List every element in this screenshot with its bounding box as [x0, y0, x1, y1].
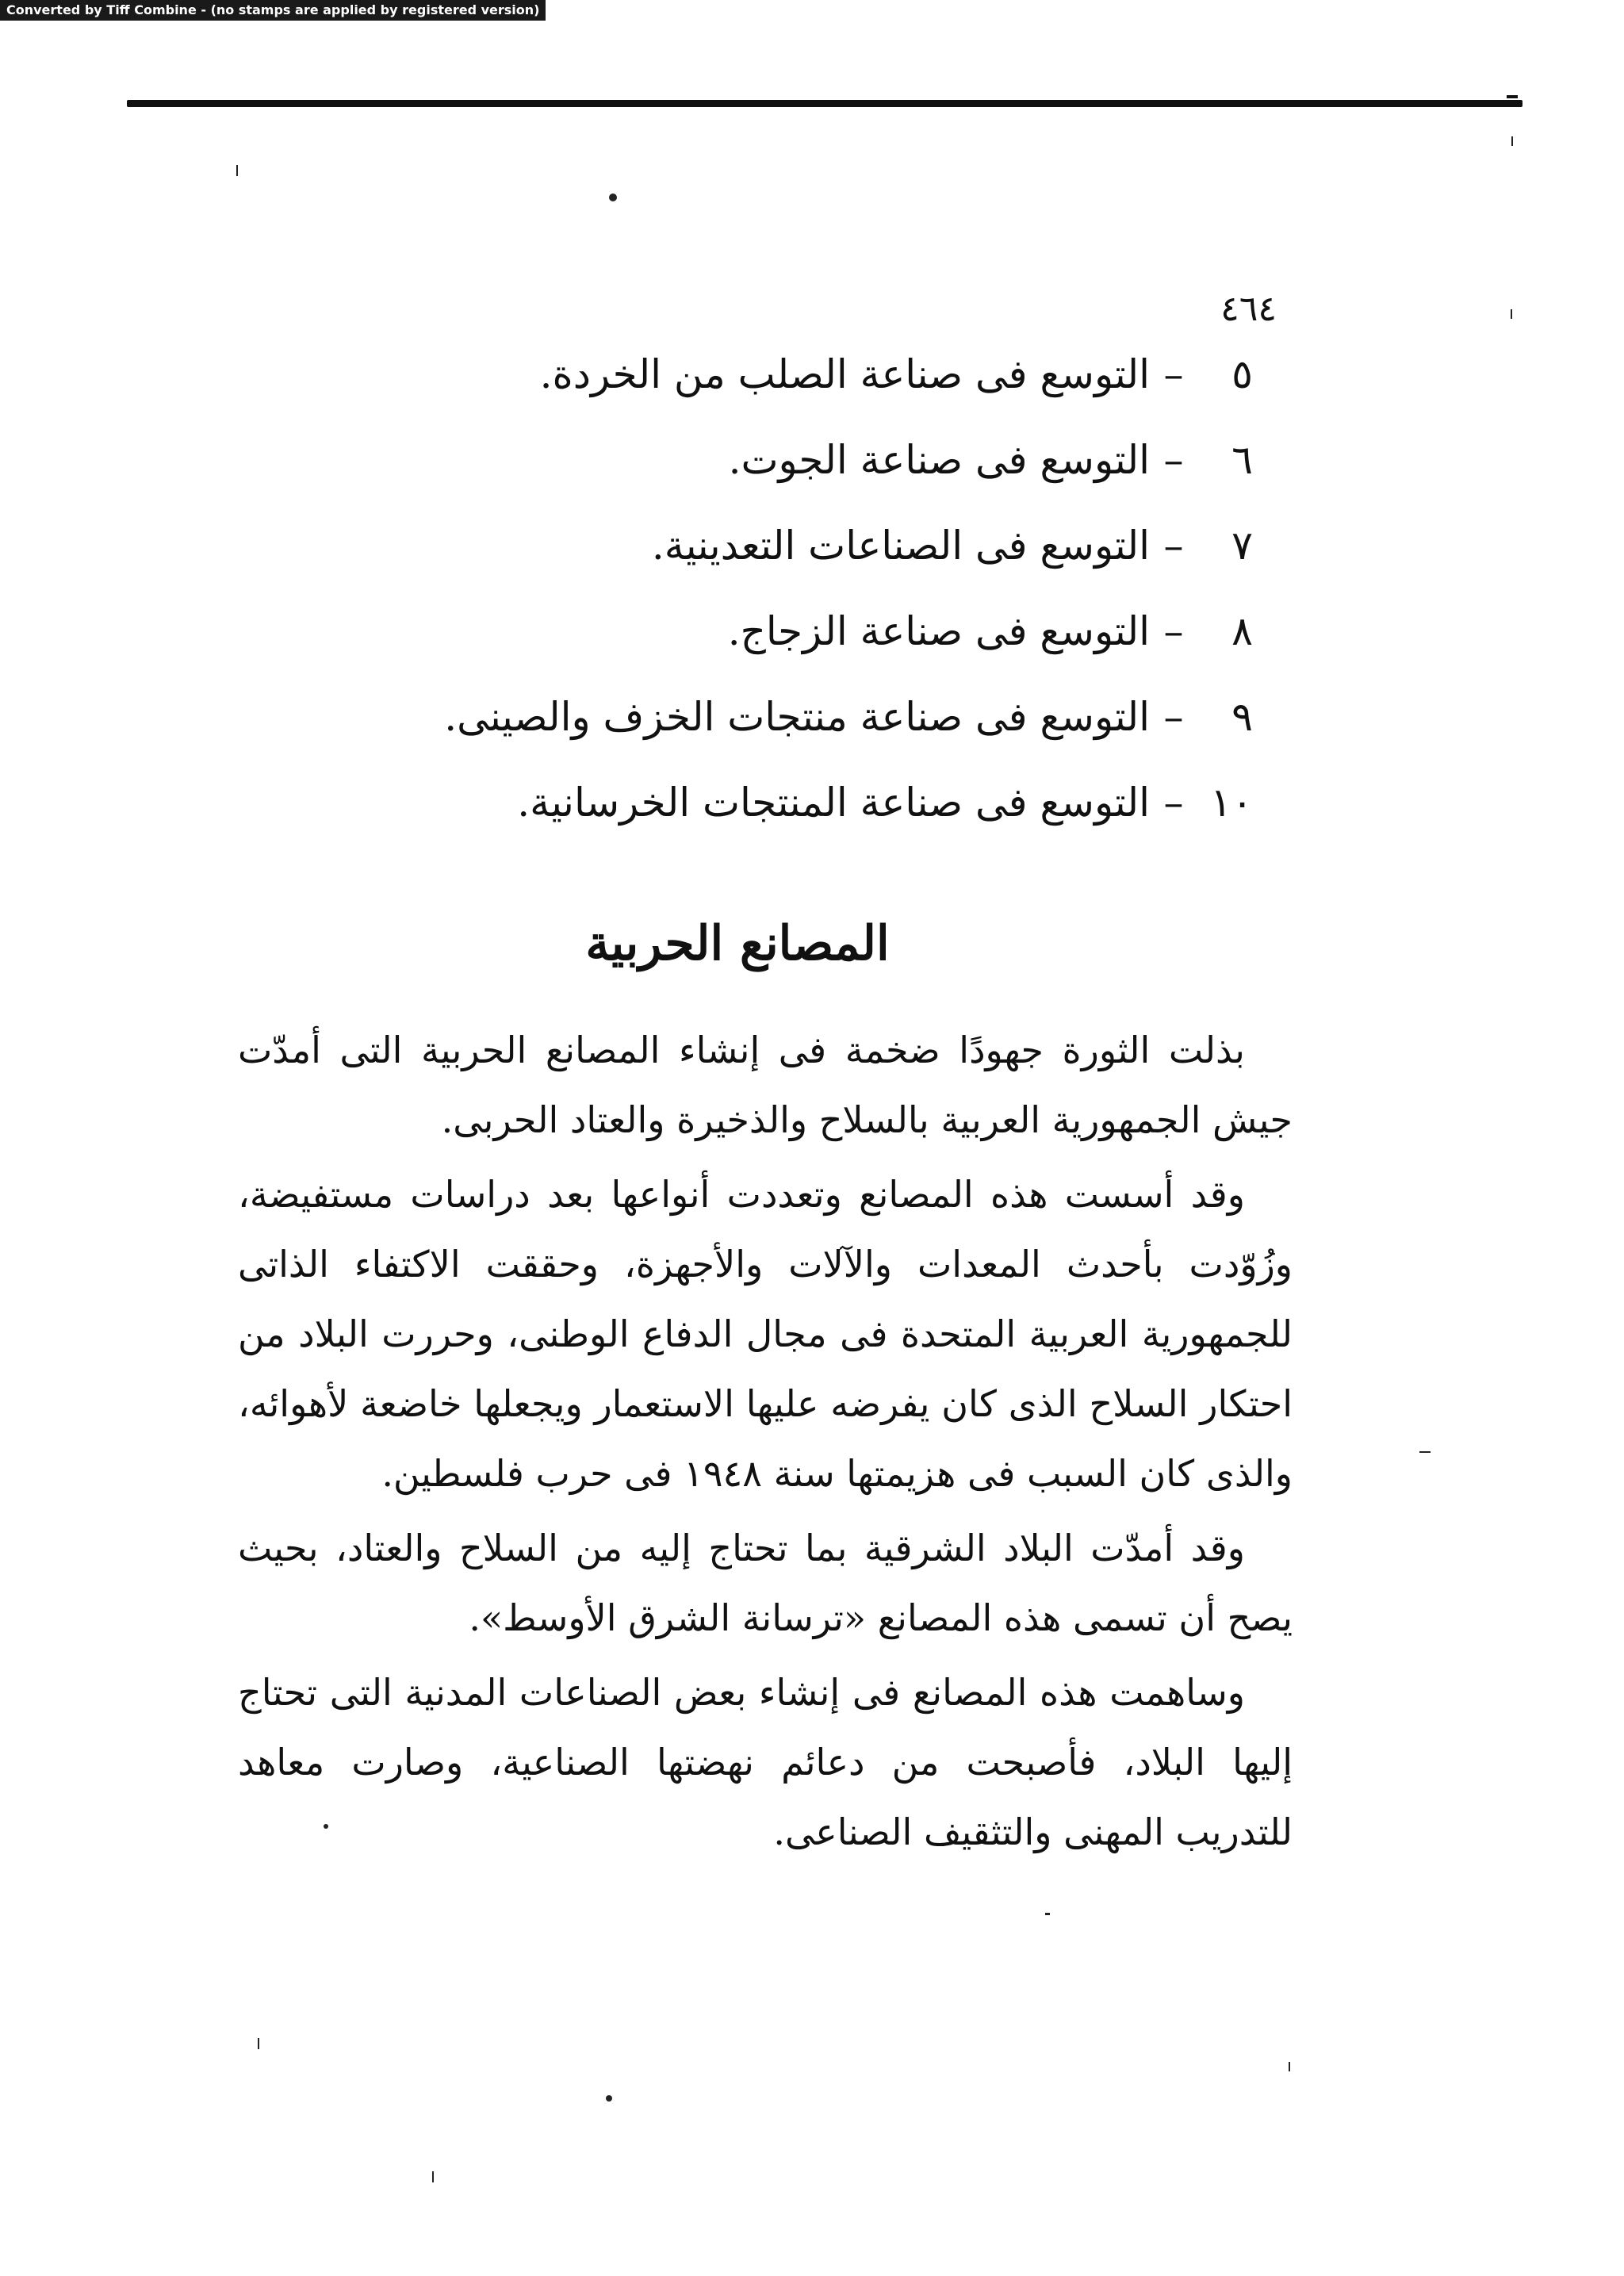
list-item-number: ٩ [1231, 694, 1253, 740]
paragraph-text: وساهمت هذه المصانع فى إنشاء بعض الصناعات المدنية التى تحتاج إليها البلاد، فأصبحت من دعائم نهضتها الصناعية، وصارت معاهد للتدريب المهنى والتثقيف الصناعى. [238, 1671, 1293, 1853]
scan-speck [1045, 1913, 1050, 1915]
paragraph-text: بذلت الثورة جهودًا ضخمة فى إنشاء المصانع الحربية التى أمدّت جيش الجمهورية العربية بالسلاح والذخيرة والعتاد الحربى. [238, 1029, 1293, 1141]
list-item-number: ٨ [1231, 608, 1253, 654]
section-title: المصانع الحربية [585, 916, 890, 971]
list-item-dash: – [1163, 694, 1184, 740]
list-item-number: ١٠ [1210, 780, 1253, 826]
paragraph-text: وقد أسست هذه المصانع وتعددت أنواعها بعد دراسات مستفيضة، وزُوّدت بأحدث المعدات والآلات والأجهزة، وحققت الاكتفاء الذاتى للجمهورية العربية المتحدة فى مجال الدفاع الوطنى، وحررت البلاد من احتكار السلاح الذى كان يفرضه عليها الاستعمار ويجعلها خاضعة لأهوائه، والذى كان السبب فى هزيمتها سنة ١٩٤٨ فى حرب فلسطين. [238, 1173, 1293, 1495]
scan-speck [606, 2095, 612, 2102]
paragraph [238, 1513, 1293, 1653]
list-item-text: التوسع فى صناعة المنتجات الخرسانية. [517, 780, 1150, 826]
paragraph [238, 1015, 1293, 1155]
list-item-text: التوسع فى الصناعات التعدينية. [651, 523, 1150, 569]
list-item [301, 600, 1253, 663]
header-rule [127, 100, 1522, 107]
list-item [301, 685, 1253, 749]
scan-speck [1511, 136, 1513, 146]
scan-speck [258, 2038, 259, 2049]
list-item [301, 771, 1253, 834]
paragraph [238, 1657, 1293, 1867]
paragraph-text: وقد أمدّت البلاد الشرقية بما تحتاج إليه من السلاح والعتاد، بحيث يصح أن تسمى هذه المصانع «ترسانة الشرق الأوسط». [238, 1527, 1293, 1639]
header-rule-tail [1507, 95, 1518, 98]
scan-speck [1511, 309, 1512, 319]
list-item-number: ٧ [1231, 523, 1253, 569]
list-item-dash: – [1163, 608, 1184, 654]
scan-speck [1289, 2062, 1290, 2071]
converter-banner: Converted by Tiff Combine - (no stamps are applied by registered version) [0, 0, 546, 21]
list-item-text: التوسع فى صناعة الصلب من الخردة. [539, 351, 1150, 397]
scan-speck [609, 193, 617, 201]
list-item [301, 514, 1253, 577]
list-item-dash: – [1163, 351, 1184, 397]
list-item [301, 428, 1253, 492]
list-item-number: ٥ [1231, 351, 1253, 397]
list-item-text: التوسع فى صناعة الزجاج. [727, 608, 1150, 654]
list-item-text: التوسع فى صناعة الجوت. [728, 437, 1150, 483]
list-item [301, 343, 1253, 406]
list-item-dash: – [1163, 780, 1184, 826]
list-item-number: ٦ [1231, 437, 1253, 483]
scan-speck [432, 2171, 434, 2182]
scan-speck [236, 165, 238, 176]
page-number: ٤٦٤ [1220, 289, 1277, 329]
list-item-text: التوسع فى صناعة منتجات الخزف والصينى. [444, 694, 1150, 740]
list-item-dash: – [1163, 523, 1184, 569]
paragraph [238, 1159, 1293, 1508]
list-item-dash: – [1163, 437, 1184, 483]
scan-speck [1419, 1451, 1431, 1453]
